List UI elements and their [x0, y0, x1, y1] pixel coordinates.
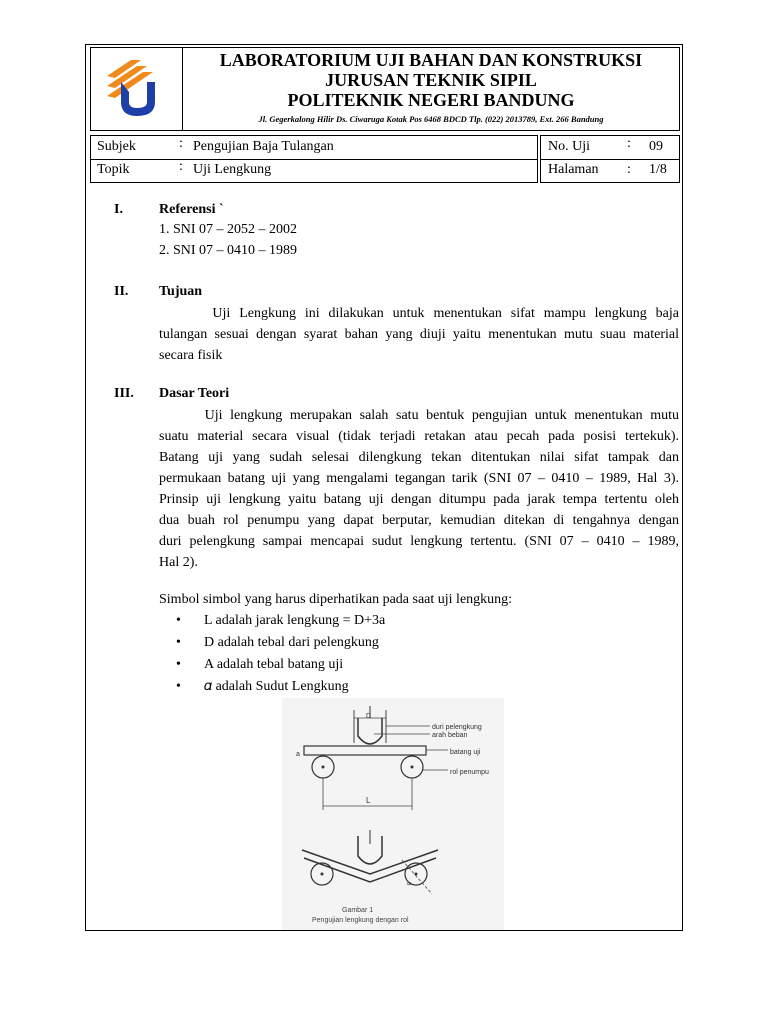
- header-line-3: POLITEKNIK NEGERI BANDUNG: [287, 90, 575, 110]
- no-uji-value: 09: [649, 139, 663, 154]
- info-row-subjek: [91, 136, 537, 160]
- figure-label-l: L: [366, 796, 371, 805]
- info-row-topik: [91, 159, 537, 182]
- paragraph-line: Uji Lengkung ini dilakukan untuk menentukan sifat mampu lengkung baja: [159, 306, 679, 321]
- paragraph-line: secara fisik: [159, 348, 223, 363]
- bullet-dot: •: [176, 635, 181, 650]
- paragraph-line: Batang uji yang sudah selesai dilengkung tekan ditentukan nilai sifat tampak dan: [159, 450, 679, 465]
- section-3-title: Dasar Teori: [159, 386, 230, 401]
- symbol-item: A adalah tebal batang uji: [204, 657, 344, 672]
- section-3-number: III.: [114, 386, 134, 401]
- info-row-halaman: [541, 159, 679, 182]
- polban-logo: [101, 56, 173, 122]
- logo-box: [91, 48, 183, 130]
- bend-test-figure: [282, 698, 504, 930]
- subjek-colon: :: [179, 136, 183, 151]
- bullet-dot: •: [176, 657, 181, 672]
- paragraph-line: Prinsip uji lengkung yaitu batang uji dengan ditumpu pada jarak tempa tertentu oleh: [159, 492, 679, 507]
- subjek-label: Subjek: [97, 139, 136, 154]
- figure-label-d: D: [366, 713, 372, 720]
- topik-label: Topik: [97, 162, 130, 177]
- reference-item-1: 1. SNI 07 – 2052 – 2002: [159, 222, 298, 237]
- header-address: Jl. Gegerkalong Hilir Ds. Ciwaruga Kotak Pos 6468 BDCD Tlp. (022) 2013789, Ext. 266 Bandung: [258, 114, 604, 124]
- figure-caption-1: Gambar 1: [342, 907, 374, 914]
- paragraph-line: permukaan batang uji yang mengalami tegangan tarik (SNI 07 – 0410 – 1989, Hal 3).: [159, 471, 679, 486]
- info-row-no-uji: [541, 136, 679, 160]
- info-table-left: [90, 135, 538, 183]
- section-1-title: Referensi `: [159, 202, 224, 217]
- header-line-2: JURUSAN TEKNIK SIPIL: [325, 70, 537, 90]
- topik-value: Uji Lengkung: [193, 162, 272, 177]
- figure-label-batang: batang uji: [450, 749, 481, 756]
- document-header: [90, 47, 680, 131]
- figure-label-rol: rol penumpu: [450, 769, 489, 776]
- info-table-right: [540, 135, 680, 183]
- section-3-paragraph: [159, 405, 679, 573]
- subjek-value: Pengujian Baja Tulangan: [193, 139, 334, 154]
- figure-label-arah: arah beban: [432, 732, 468, 739]
- bullet-dot: •: [176, 613, 181, 628]
- figure-label-a: a: [296, 751, 300, 758]
- symbols-intro: Simbol simbol yang harus diperhatikan pada saat uji lengkung:: [159, 592, 513, 607]
- symbol-item: 𝛼 adalah Sudut Lengkung: [204, 679, 349, 694]
- halaman-value: 1/8: [649, 162, 667, 177]
- paragraph-line: dua buah rol penumpu yang dapat berputar, kemudian ditekan di tengahnya dengan: [159, 513, 679, 528]
- halaman-colon: :: [627, 162, 631, 177]
- figure-caption-2: Pengujian lengkung dengan rol: [312, 917, 409, 924]
- symbol-item: L adalah jarak lengkung = D+3a: [204, 613, 386, 628]
- figure-label-alpha: ∝: [406, 879, 412, 888]
- no-uji-label: No. Uji: [548, 139, 590, 154]
- header-line-1: LABORATORIUM UJI BAHAN DAN KONSTRUKSI: [219, 50, 643, 70]
- paragraph-line: Hal 2).: [159, 555, 198, 570]
- bullet-dot: •: [176, 679, 181, 694]
- paragraph-line: duri pelengkung sampai mencapai sudut lengkung tertentu. (SNI 07 – 0410 – 1989,: [159, 534, 679, 549]
- figure-label-duri: duri pelengkung: [432, 724, 482, 731]
- section-2-title: Tujuan: [159, 284, 203, 299]
- paragraph-line: Uji lengkung merupakan salah satu bentuk pengujian untuk menentukan mutu: [159, 408, 679, 423]
- section-2-paragraph: [159, 303, 679, 366]
- reference-item-2: 2. SNI 07 – 0410 – 1989: [159, 243, 298, 258]
- topik-colon: :: [179, 159, 183, 174]
- halaman-label: Halaman: [548, 162, 599, 177]
- section-2-number: II.: [114, 284, 129, 299]
- section-1-number: I.: [114, 202, 123, 217]
- paragraph-line: tulangan sesuai dengan syarat bahan yang diuji yaitu menentukan mutu suau material: [159, 327, 679, 342]
- paragraph-line: suatu material secara visual (tidak terjadi retakan atau pecah pada posisi tertekuk).: [159, 429, 679, 444]
- header-titles: [183, 48, 679, 130]
- symbol-item: D adalah tebal dari pelengkung: [204, 635, 379, 650]
- no-uji-colon: :: [627, 136, 631, 151]
